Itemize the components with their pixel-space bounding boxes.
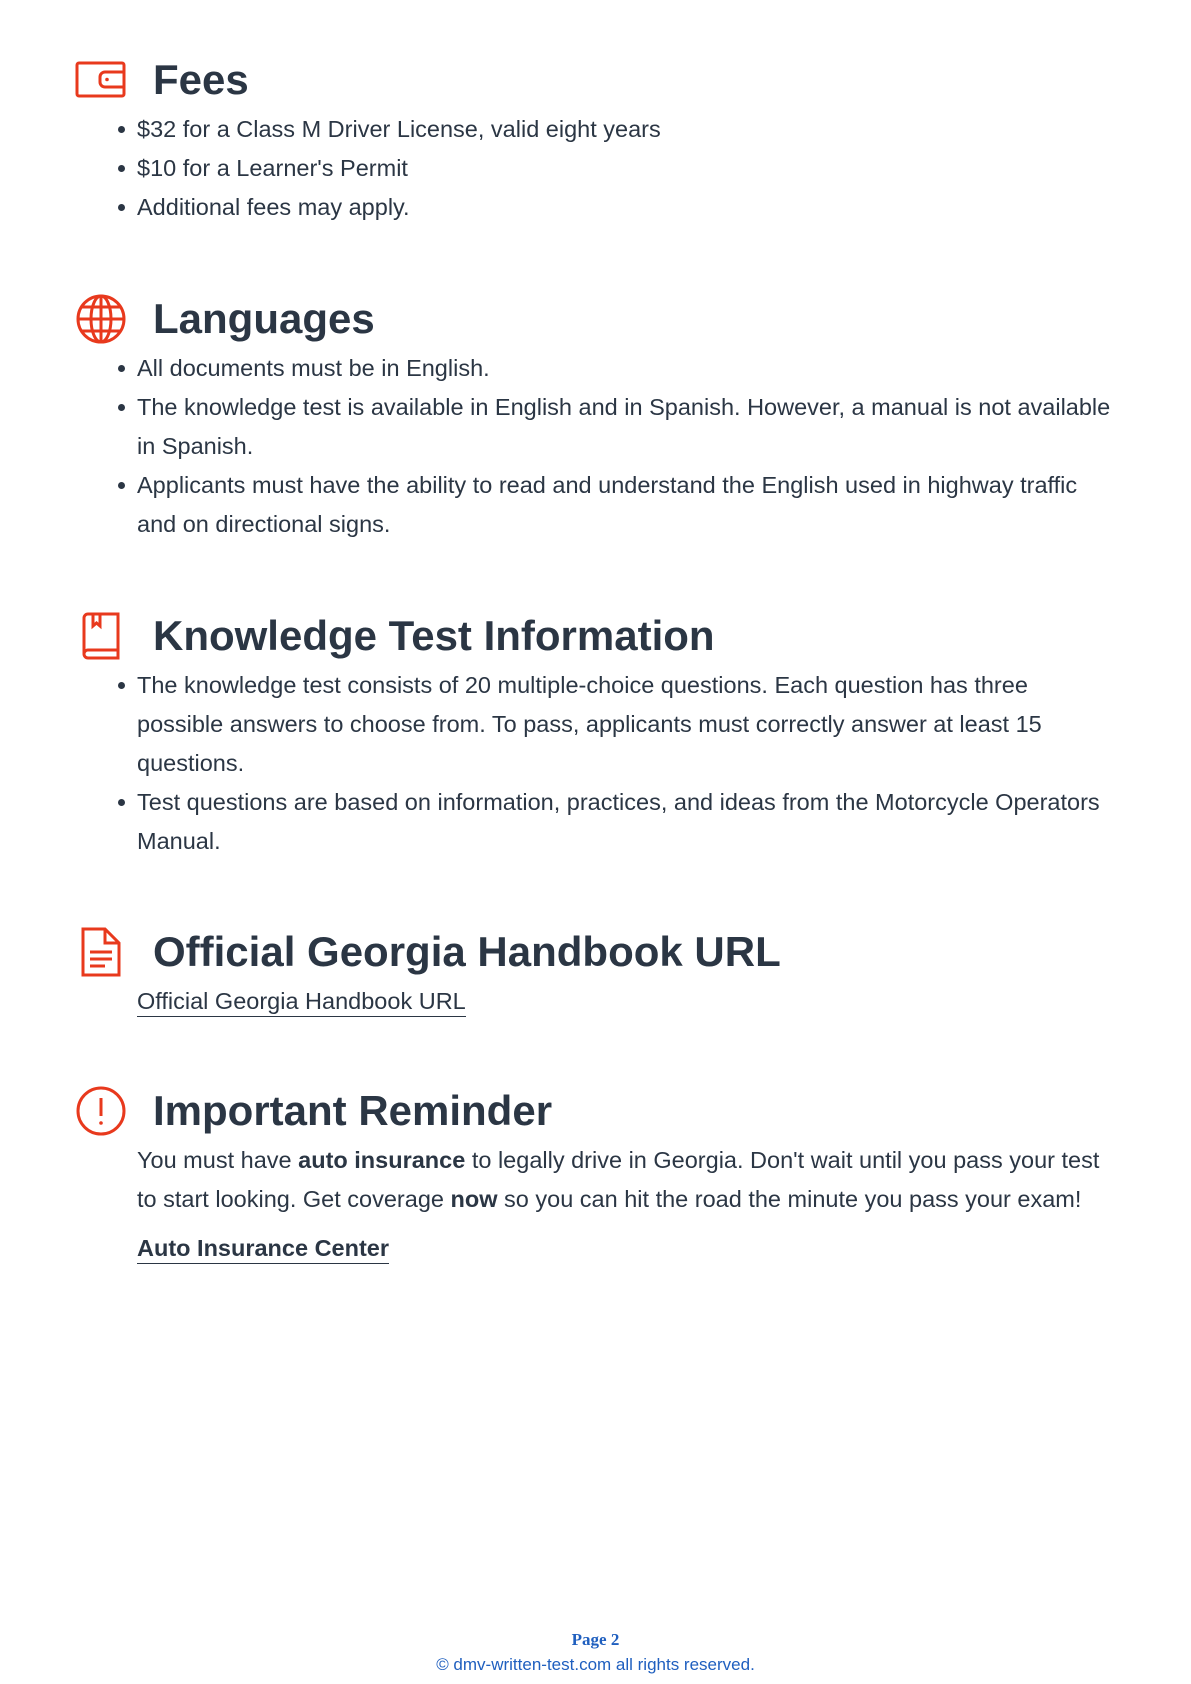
book-icon xyxy=(75,610,127,662)
wallet-icon xyxy=(75,54,127,106)
list-item: $10 for a Learner's Permit xyxy=(75,149,1115,188)
auto-insurance-link[interactable]: Auto Insurance Center xyxy=(137,1233,389,1264)
fees-list xyxy=(75,110,1115,227)
list-item: $32 for a Class M Driver License, valid eight years xyxy=(75,110,1115,149)
knowledge-title: Knowledge Test Information xyxy=(153,612,715,659)
list-item: The knowledge test consists of 20 multiple-choice questions. Each question has three possible answers to choose from. To pass, applicants must correctly answer at least 15 questions. xyxy=(75,666,1115,783)
knowledge-section xyxy=(75,610,1115,861)
languages-section xyxy=(75,293,1115,544)
reminder-text-2: to legally drive in Georgia. Don't wait until you pass your test to start looking. Get coverage xyxy=(137,1147,1100,1212)
reminder-text xyxy=(75,1141,1115,1219)
languages-header xyxy=(75,293,1115,345)
copyright-text: © dmv-written-test.com all rights reserved. xyxy=(436,1655,755,1674)
reminder-title: Important Reminder xyxy=(153,1087,553,1134)
reminder-link-wrap xyxy=(75,1233,1115,1264)
list-item: All documents must be in English. xyxy=(75,349,1115,388)
languages-title: Languages xyxy=(153,295,375,342)
languages-list xyxy=(75,349,1115,544)
reminder-header xyxy=(75,1085,1115,1137)
handbook-section xyxy=(75,926,1115,1017)
knowledge-list xyxy=(75,666,1115,861)
document-icon xyxy=(75,926,127,978)
knowledge-header xyxy=(75,610,1115,662)
handbook-title: Official Georgia Handbook URL xyxy=(153,928,781,975)
fees-title: Fees xyxy=(153,56,249,103)
list-item: Additional fees may apply. xyxy=(75,188,1115,227)
handbook-link[interactable]: Official Georgia Handbook URL xyxy=(137,986,466,1017)
reminder-text-3: so you can hit the road the minute you pass your exam! xyxy=(497,1186,1082,1212)
reminder-bold-2: now xyxy=(450,1186,498,1212)
fees-header xyxy=(75,54,1115,106)
list-item: Test questions are based on information, practices, and ideas from the Motorcycle Operators Manual. xyxy=(75,783,1115,861)
list-item: The knowledge test is available in English and in Spanish. However, a manual is not available in Spanish. xyxy=(75,388,1115,466)
globe-icon xyxy=(75,293,127,345)
list-item: Applicants must have the ability to read and understand the English used in highway traffic and on directional signs. xyxy=(75,466,1115,544)
reminder-bold-1: auto insurance xyxy=(298,1147,466,1173)
page-number: Page 2 xyxy=(571,1630,620,1649)
alert-circle-icon xyxy=(75,1085,127,1137)
fees-section xyxy=(75,54,1115,227)
reminder-section xyxy=(75,1085,1115,1264)
handbook-header xyxy=(75,926,1115,978)
handbook-link-wrap xyxy=(75,986,1115,1017)
reminder-text-1: You must have xyxy=(137,1147,299,1173)
